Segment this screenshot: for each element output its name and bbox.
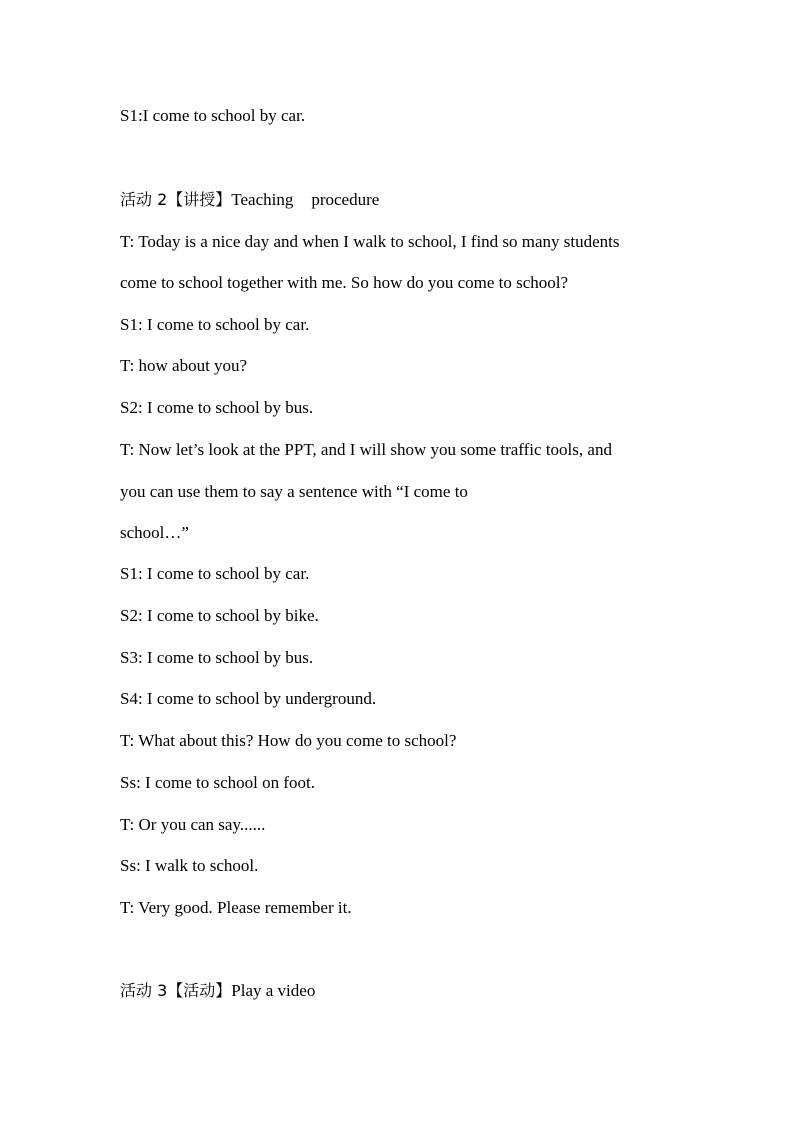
- dialogue-line: Ss: I come to school on foot.: [120, 773, 316, 792]
- dialogue-line: T: Today is a nice day and when I walk to school, I find so many students: [120, 232, 620, 251]
- dialogue-line: T: What about this? How do you come to school?: [120, 731, 457, 750]
- dialogue-line: S3: I come to school by bus.: [120, 648, 314, 667]
- activity-2-prefix: 活动 2【讲授】: [120, 190, 232, 209]
- dialogue-line: T: Or you can say......: [120, 815, 266, 834]
- dialogue-line: school…”: [120, 523, 189, 542]
- dialogue-line: S2: I come to school by bus.: [120, 398, 314, 417]
- dialogue-line: S2: I come to school by bike.: [120, 606, 319, 625]
- activity-3-title: Play a video: [231, 981, 316, 1000]
- dialogue-line: S1:I come to school by car.: [120, 106, 306, 125]
- dialogue-line: S1: I come to school by car.: [120, 564, 310, 583]
- dialogue-line: come to school together with me. So how do you come to school?: [120, 273, 569, 292]
- activity-3-prefix: 活动 3【活动】: [120, 981, 232, 1000]
- dialogue-line: S1: I come to school by car.: [120, 315, 310, 334]
- activity-2-title-b: procedure: [311, 190, 380, 209]
- dialogue-line: T: Very good. Please remember it.: [120, 898, 352, 917]
- dialogue-line: you can use them to say a sentence with “I come to: [120, 482, 468, 501]
- dialogue-line: S4: I come to school by underground.: [120, 689, 377, 708]
- activity-3-heading: [120, 981, 315, 1001]
- dialogue-line: Ss: I walk to school.: [120, 856, 259, 875]
- dialogue-line: T: Now let’s look at the PPT, and I will show you some traffic tools, and: [120, 440, 612, 459]
- dialogue-line: T: how about you?: [120, 356, 248, 375]
- activity-2-heading: [120, 190, 379, 210]
- activity-2-title-a: Teaching: [231, 190, 294, 209]
